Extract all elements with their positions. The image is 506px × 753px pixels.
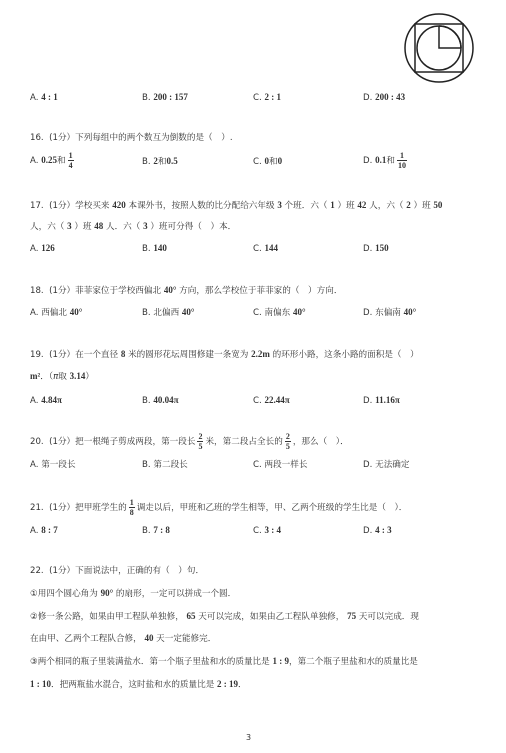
q17-option-d: D. 150 <box>363 243 389 254</box>
q16-option-b: B. 2和0.5 <box>142 156 178 167</box>
page-number: 3 <box>246 733 252 742</box>
fraction: $\frac{1}{4}$ <box>68 151 73 170</box>
q17-option-c: C. 144 <box>253 243 278 254</box>
q20-option-a: A. 第一段长 <box>30 460 76 470</box>
q16-option-a: A. 0.25和 $\frac{1}{4}$ <box>30 151 73 170</box>
q16-option-c: C. 0和0 <box>253 156 283 167</box>
q18-option-b: B. 北偏西 40° <box>142 307 195 318</box>
q20-option-b: B. 第二段长 <box>142 460 188 470</box>
q15-option-d: D. 200 : 43 <box>363 92 406 103</box>
q17-stem-line-2: 人，六（ 3 ）班 48 人．六（ 3 ）班可分得（ ）本． <box>30 221 237 232</box>
q21-option-c: C. 3 : 4 <box>253 525 281 536</box>
q20-stem: 20. (1分）把一根绳子剪成两段，第一段长 $\frac{2}{5}$ 米，第二段占全长的 $\frac{2}{5}$ ，那么（ ）． <box>30 432 349 451</box>
q22-stem: 22. (1分）下面说法中，正确的有（ ）句． <box>30 566 205 576</box>
q15-option-a: A. 4 : 1 <box>30 92 58 103</box>
q17-stem-line-1: 17. (1分）学校买来 420 本课外书，按照人数的比分配给六年级 3 个班．六（ 1 ）班 42 人，六（ 2 ）班 50 <box>30 200 443 211</box>
q20-option-d: D. 无法确定 <box>363 460 410 470</box>
q18-option-d: D. 东偏南 40° <box>363 307 417 318</box>
q19-stem-line-2: m²．（π取 3.14） <box>30 371 94 382</box>
q22-statement-3-line-2: 1 : 10．把两瓶盐水混合，这时盐和水的质量比是 2 : 19． <box>30 679 247 690</box>
q21-option-b: B. 7 : 8 <box>142 525 170 536</box>
circle-square-figure <box>404 13 474 83</box>
q21-option-a: A. 8 : 7 <box>30 525 58 536</box>
q16-option-d: D. 0.1和 $\frac{1}{10}$ <box>363 151 406 170</box>
q15-option-c: C. 2 : 1 <box>253 92 281 103</box>
q19-option-c: C. 22.44π <box>253 395 290 406</box>
q16-stem: 16. (1分）下列每组中的两个数互为倒数的是（ ）. <box>30 133 233 143</box>
q18-option-c: C. 南偏东 40° <box>253 307 306 318</box>
fraction: $\frac{2}{5}$ <box>198 432 203 451</box>
fraction: $\frac{2}{5}$ <box>285 432 290 451</box>
q21-stem: 21. (1分）把甲班学生的 $\frac{1}{8}$ 调走以后，甲班和乙班的学生相等，甲、乙两个班级的学生比是（ ）． <box>30 498 408 517</box>
q19-option-a: A. 4.84π <box>30 395 62 406</box>
q22-statement-2-line-2: 在由甲、乙两个工程队合修， 40 天一定能修完． <box>30 633 217 644</box>
q17-option-b: B. 140 <box>142 243 167 254</box>
fraction: $\frac{1}{8}$ <box>129 498 134 517</box>
q18-option-a: A. 西偏北 40° <box>30 307 83 318</box>
q22-statement-3-line-1: ③两个相同的瓶子里装满盐水．第一个瓶子里盐和水的质量比是 1 : 9，第二个瓶子里盐和水的质量比是 <box>30 656 418 667</box>
q18-stem: 18. (1分）菲菲家位于学校西偏北 40° 方向，那么学校位于菲菲家的（ ）方向． <box>30 285 343 296</box>
q22-statement-1: ①用四个圆心角为 90° 的扇形，一定可以拼成一个圆． <box>30 588 237 599</box>
q19-option-b: B. 40.04π <box>142 395 179 406</box>
q19-option-d: D. 11.16π <box>363 395 400 406</box>
q21-option-d: D. 4 : 3 <box>363 525 392 536</box>
q22-statement-2-line-1: ②修一条公路，如果由甲工程队单独修， 65 天可以完成，如果由乙工程队单独修， 75 天可以完成．现 <box>30 611 419 622</box>
q15-option-b: B. 200 : 157 <box>142 92 188 103</box>
q20-option-c: C. 两段一样长 <box>253 460 308 470</box>
fraction: $\frac{1}{10}$ <box>397 151 406 170</box>
q17-option-a: A. 126 <box>30 243 55 254</box>
q19-stem-line-1: 19. (1分）在一个直径 8 米的圆形花坛周围修建一条宽为 2.2m 的环形小路，这条小路的面积是（ ） <box>30 349 419 360</box>
